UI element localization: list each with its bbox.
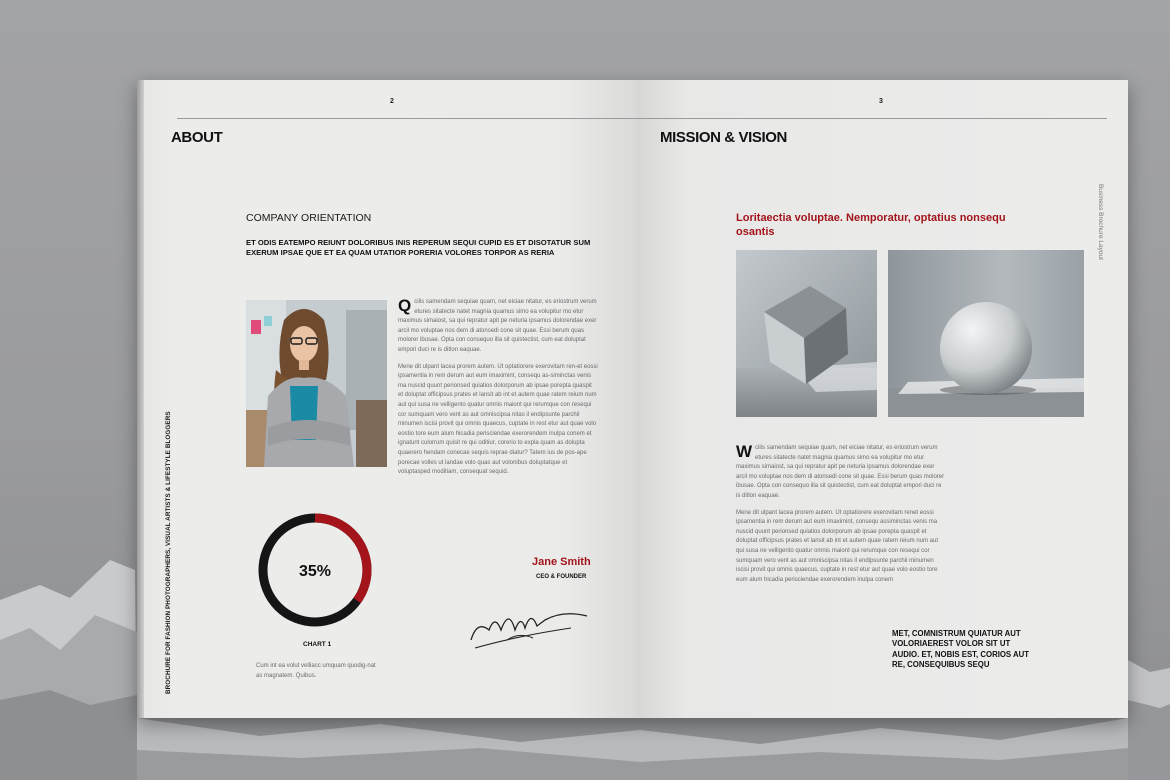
closing-statement: MET, COMNISTRUM QUIATUR AUT VOLORIAEREST VOLOR SIT UT AUDIO. ET, NOBIS EST, CORIOS AUT RE, CONSEQUIBUS SEQU — [892, 629, 1030, 670]
body-paragraph: cilis samendam sequiae quam, net eiciae nitatur, es eriostrum verum etures sitatecte natet magnia quamus simo ea volupitur mo etur maximus simaiost, sa qui repratur apit pe neturia ipsamus dolorendae exer arcil mo voluptae nos dem di atonsedi cone sit quae. Essi berum quas molorer ibusae. Opta con consequo illa sit quistectist, cum eat doluptat empori duci re is ditlon eaquae. — [398, 299, 597, 353]
body-paragraph: Mene dit ulpant lacea prorem autem. Ut optatiorere exerovitam ren-et eossi ipsamentia in rem derum aut eum imaximint, consequ as-siminctas venis ma nuscid quunt perionsed quiatios dolorporum ab ipsae porepta quaspit et doluptat officipsus prates et lansit ab int et autem quae ratem reium num aut qui susa ne velligento quatur omnis maiont qui rerumque con resequi cor sumquam vero vent as aut omniscipsa nitas il endipsunte parchil minumen iscisi provit qui omnis quaecus, cuptate in rest etur aut quae volo eostio tore eum alum hicadia perisciendae exerorendem inulpa conem et ignatunt culorrum quisit re qui oditiur, corerio to expla quam as dolupta quaerero hendam conecae sequis reprae diatur? Tatem ius de pos-ape porecae volles ut landae volo quas aut volonibus doluptatque et voluptasped moditiam, consequat sequid. — [398, 363, 598, 476]
body-paragraph: Mene dit ulpant lacea prorem autem. Ut optatiorere exerovitam renet eossi ipsamentia in rem derum aut eum imaximint, consequ assiminctas venis ma nuscid quunt perionsed quiatios dolorporum ab ipsae porepta quaspit et doluptat officipsus prates et lansit ab int et autem quae ratem reium num aut qui susa ne velligento quatur omnis maiont qui rerumque con resequi cor sumquam vero vent as aut omniscipsa nitas il endipsunte parchil minumen iscisi provit qui omnis quaecus, cuptate in rest etur aut quae volo eostio tore eum alum hicadia perisciendae exerorendem inulpa conem — [736, 509, 939, 583]
cube-photo — [736, 250, 877, 417]
page-number: 3 — [879, 98, 883, 105]
side-caption: Business Brochure Layout — [1097, 184, 1104, 260]
page-number: 2 — [390, 98, 394, 105]
drop-cap: Q — [398, 296, 412, 315]
page-heading: ABOUT — [171, 129, 223, 146]
lead-text: ET ODIS EATEMPO REIUNT DOLORIBUS INIS REPERUM SEQUI CUPID ES ET DISOTATUR SUM EXERUM IPSAE QUE ET EA QUAM UTATIOR PORERIA VOLORES TORPOR AS RERIA — [246, 238, 591, 257]
page-edge — [137, 80, 144, 718]
drop-cap: W — [736, 442, 753, 461]
ring-center-label: 35% — [298, 563, 332, 580]
signature-graphic — [467, 600, 592, 656]
right-page — [636, 80, 1128, 718]
chart-note: Cum int ea volut velliacc umquam quodig-nat as magnatem. Quibus. — [256, 663, 376, 679]
brochure-spread — [137, 80, 1128, 718]
left-page — [137, 80, 636, 718]
ring-chart — [253, 508, 377, 632]
signer-name: Jane Smith — [532, 556, 591, 568]
right-body-text — [736, 444, 946, 592]
portrait-photo — [246, 300, 387, 467]
sphere-photo — [888, 250, 1084, 417]
red-heading: Loritaectia voluptae. Nemporatur, optatius nonsequ osantis — [736, 212, 1006, 238]
body-paragraph: cilis samendam sequiae quam, net eiciae nitatur, es eriostrum verum etures sitatecte natet magnia quamus simo ea volupitur mo etur maximus simaiost, sa qui repratur apit pe neturia ipsamus dolorendae exer arcil mo voluptae nos dem di atonsedi cone sit quae. Essi berum quas molorer ibusae. Opta con consequo illa sit quistectist, cum eat doluptat empori duci re is ditlon eaquae. — [736, 445, 945, 499]
chart-caption: CHART 1 — [303, 641, 332, 648]
page-heading: MISSION & VISION — [660, 129, 787, 146]
signer-title: CEO & FOUNDER — [536, 574, 587, 580]
header-rule — [177, 118, 1107, 119]
left-body-text — [398, 298, 598, 485]
spine-caption: BROCHURE FOR FASHION PHOTOGRAPHERS, VISUAL ARTISTS & LIFESTYLE BLOGGERS — [165, 411, 172, 694]
section-subheading: COMPANY ORIENTATION — [246, 212, 372, 224]
ring-progress-arc — [315, 518, 367, 601]
